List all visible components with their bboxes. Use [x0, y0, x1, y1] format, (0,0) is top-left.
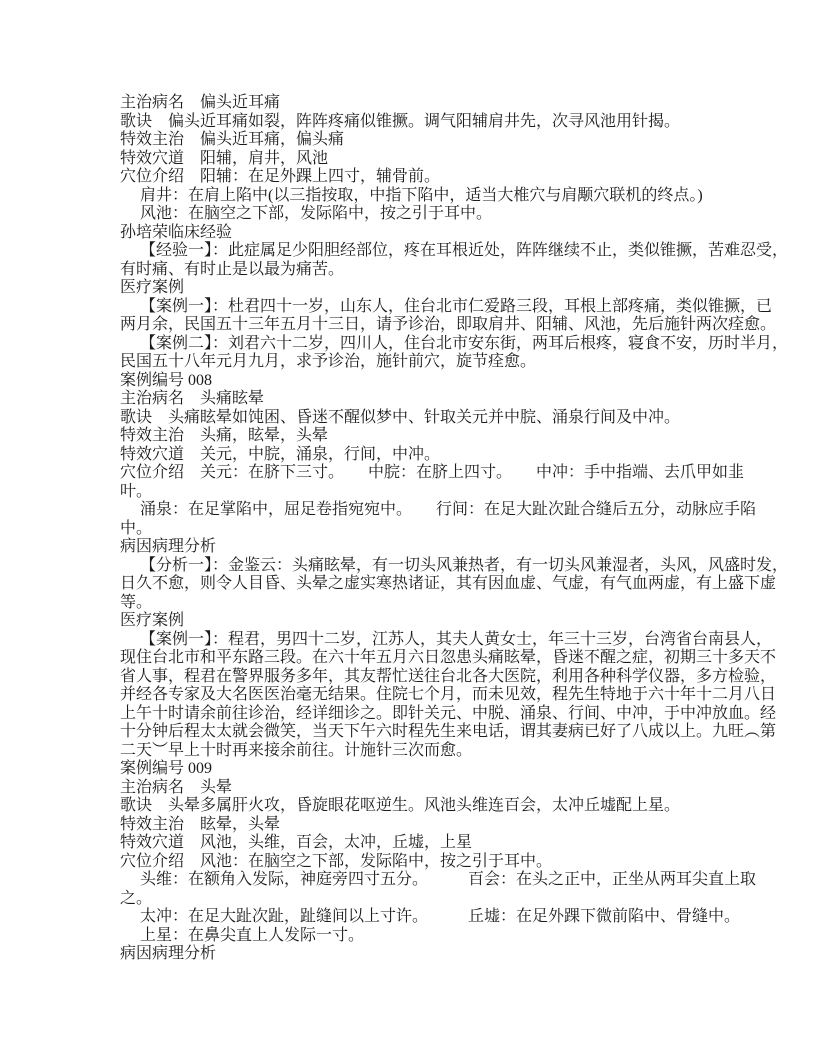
text-line: 特效穴道 风池，头维，百会，太冲，丘墟，上星 [120, 834, 473, 851]
text-line: 风池：在脑空之下部，发际陷中，按之引于耳中。 [120, 205, 493, 222]
text-line: 有时痛、有时止是以最为痛苦。 [120, 260, 345, 278]
text-line: 之。 [120, 889, 153, 907]
text-line: 案例编号 009 [120, 760, 213, 777]
text-line: 穴位介绍 关元：在脐下三寸。 中脘：在脐上四寸。 中冲：手中指端、去爪甲如韭 [120, 464, 745, 481]
text-line: 病因病理分析 [120, 538, 217, 555]
text-line: 现住台北市和平东路三段。在六十年五月六日忽患头痛眩晕，昏迷不醒之症，初期三十多天不 [120, 649, 777, 666]
text-line: 中。 [120, 519, 153, 537]
text-line: 孙培荣临床经验 [120, 223, 233, 241]
text-line: 特效穴道 阳辅，肩井，风池 [120, 149, 329, 167]
text-line: 穴位介绍 风池：在脑空之下部，发际陷中，按之引于耳中。 [120, 852, 553, 870]
page-body [120, 94, 789, 964]
text-line: 医疗案例 [120, 612, 185, 629]
text-line: 上星：在鼻尖直上人发际一寸。 [120, 926, 365, 944]
text-line: 主治病名 偏头近耳痛 [120, 94, 281, 111]
text-line: 二天︶早上十时再来接余前往。计施针三次而愈。 [120, 741, 473, 759]
text-line: 特效主治 头痛，眩晕，头晕 [120, 427, 329, 444]
text-line: 【案例一】：杜君四十一岁，山东人，住台北市仁爱路三段，耳根上部疼痛，类似锥撅，已 [120, 297, 773, 315]
text-line: 主治病名 头晕 [120, 778, 233, 796]
text-line: 特效主治 偏头近耳痛，偏头痛 [120, 131, 345, 148]
text-line: 并经各专家及大名医医治毫无结果。住院七个月，而未见效，程先生特地于六十年十二月八日 [120, 686, 777, 703]
text-line: 特效穴道 关元，中脘，涌泉，行间，中冲。 [120, 445, 441, 463]
text-line: 民国五十八年元月九月，求予诊治，施针前穴，旋节痊愈。 [120, 353, 537, 370]
text-line: 上午十时请余前往诊治，经详细诊之。即针关元、中脱、涌泉、行间、中冲，于中冲放血。经 [120, 704, 777, 722]
text-line: 肩井：在肩上陷中(以三指按取，中指下陷中，适当大椎穴与肩颙穴联机的终点。) [120, 186, 703, 204]
text-line: 歌诀 头晕多属肝火攻，昏旋眼花呕逆生。风池头维连百会，太冲丘墟配上星。 [120, 797, 681, 814]
text-line: 歌诀 偏头近耳痛如裂，阵阵疼痛似锥撅。调气阳辅肩井先，次寻风池用针揭。 [120, 112, 681, 130]
text-line: 穴位介绍 阳辅：在足外踝上四寸，辅骨前。 [120, 168, 441, 185]
text-line: 【案例二】：刘君六十二岁，四川人，住台北市安东街，两耳后根疼，寝食不安，历时半月， [120, 334, 789, 352]
text-line: 主治病名 头痛眩晕 [120, 390, 265, 407]
text-line: 太冲：在足大趾次趾，趾缝间以上寸许。 丘墟：在足外踝下微前陷中、骨缝中。 [120, 908, 741, 925]
text-line: 【经验一】：此症属足少阳胆经部位，疼在耳根近处，阵阵继续不止，类似锥撅，苦难忍受， [120, 242, 789, 259]
text-line: 【分析一】：金鉴云：头痛眩晕，有一切头风兼热者，有一切头风兼湿者，头风，风盛时发， [120, 556, 789, 574]
text-line: 叶。 [120, 482, 153, 500]
text-line: 病因病理分析 [120, 945, 217, 962]
text-line: 涌泉：在足掌陷中，屈足卷指宛宛中。 行间：在足大趾次趾合缝后五分，动脉应手陷 [120, 501, 757, 518]
text-line: 特效主治 眩晕，头晕 [120, 815, 281, 833]
text-line: 十分钟后程太太就会微笑，当天下午六时程先生来电话，谓其妻病已好了八成以上。九旺︵第 [120, 723, 777, 740]
text-line: 等。 [120, 593, 153, 611]
text-line: 歌诀 头痛眩晕如饨困、昏迷不醒似梦中、针取关元并中脘、涌泉行间及中冲。 [120, 408, 681, 426]
text-line: 医疗案例 [120, 279, 185, 296]
text-line: 省人事，程君在警界服务多年，其友帮忙送往台北各大医院，利用各种科学仪器，多方检验， [120, 667, 777, 685]
text-line: 案例编号 008 [120, 371, 213, 389]
text-line: 头维：在额角入发际，神庭旁四寸五分。 百会：在头之正中，正坐从两耳尖直上取 [120, 871, 757, 888]
text-line: 日久不愈，则令人目昏、头晕之虚实寒热诸证，其有因血虚、气虚，有气血两虚，有上盛下虚 [120, 575, 777, 592]
text-line: 两月余，民国五十三年五月十三日，请予诊治，即取肩井、阳辅、风池，先后施针两次痊愈。 [120, 316, 777, 333]
text-line: 【案例一】：程君，男四十二岁，江苏人，其夫人黄女士，年三十三岁，台湾省台南县人， [120, 630, 773, 648]
